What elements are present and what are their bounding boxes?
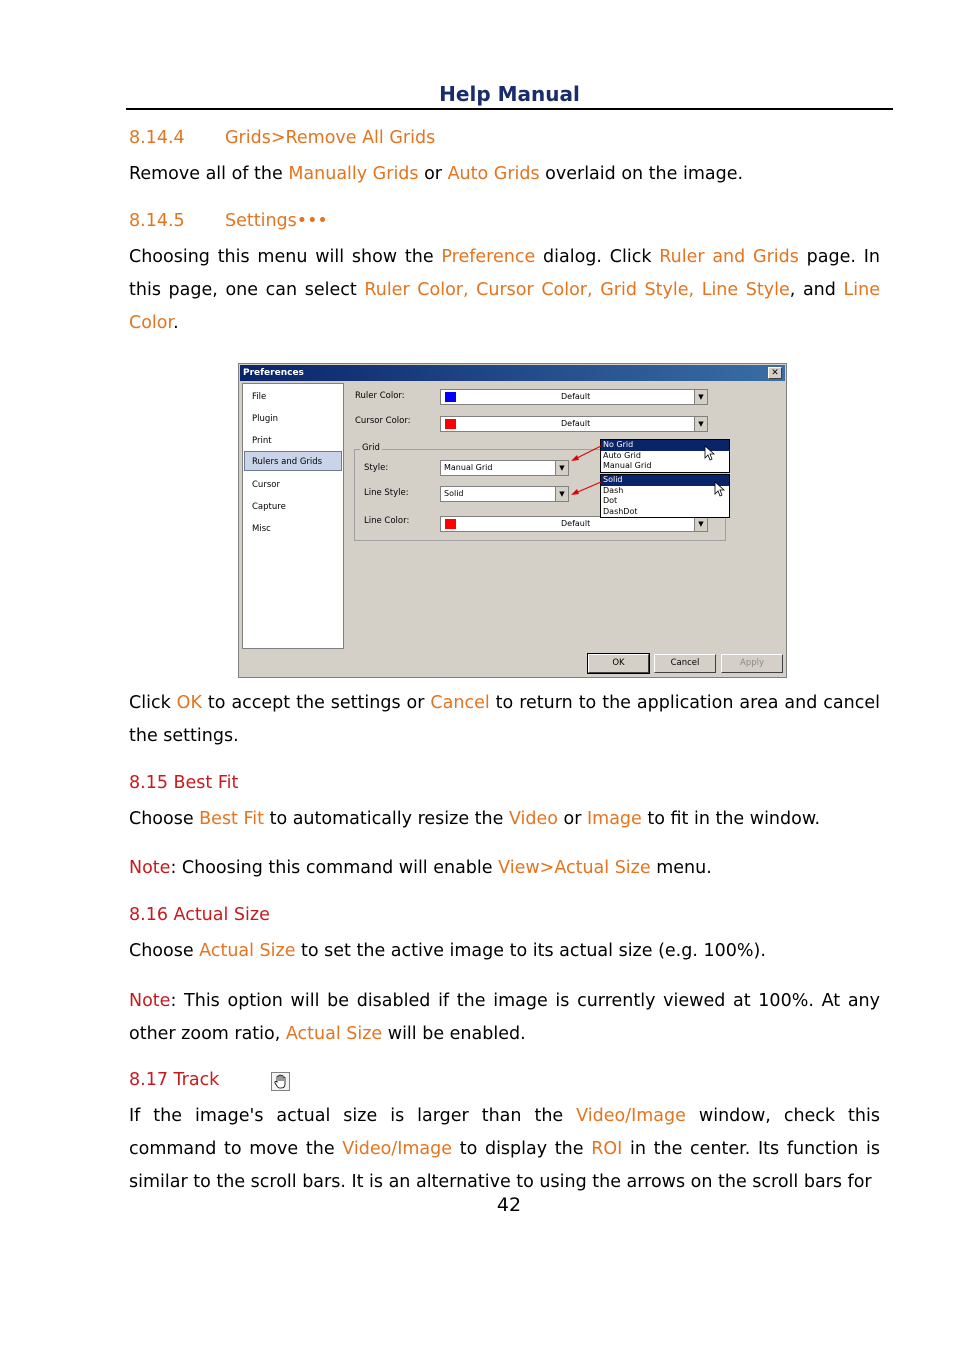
section-heading-settings xyxy=(129,211,328,231)
term-best-fit: Best Fit xyxy=(199,809,265,829)
text: Choose xyxy=(129,809,200,829)
chevron-down-icon[interactable]: ▼ xyxy=(555,487,568,501)
paragraph-best-fit xyxy=(129,803,880,836)
ok-button[interactable]: OK xyxy=(588,654,649,673)
link-auto-grids: Auto Grids xyxy=(447,164,540,184)
text: or xyxy=(418,164,448,184)
link-manually-grids: Manually Grids xyxy=(288,164,419,184)
section-heading-best-fit: 8.15 Best Fit xyxy=(129,773,239,793)
text: or xyxy=(557,809,587,829)
grid-group-label: Grid xyxy=(362,443,380,453)
header-rule xyxy=(126,108,893,110)
paragraph-track xyxy=(129,1100,880,1199)
text: to automatically resize the xyxy=(264,809,509,829)
note-label: Note xyxy=(129,991,171,1011)
term-actual-size: Actual Size xyxy=(199,941,296,961)
cursor-color-value: Default xyxy=(561,419,591,428)
line-color-value: Default xyxy=(561,519,591,528)
term-video-image: Video/Image xyxy=(576,1106,686,1126)
text: Remove all of the xyxy=(129,164,289,184)
cancel-button[interactable]: Cancel xyxy=(654,654,716,673)
hand-icon xyxy=(271,1072,290,1091)
text: to fit in the window. xyxy=(641,809,821,829)
text: to return to the application area and cancel the settings. xyxy=(129,693,880,746)
style-label: Style: xyxy=(364,463,389,473)
option-dashdot[interactable]: DashDot xyxy=(603,506,638,516)
hand-icon-glyph xyxy=(272,1073,289,1090)
section-number: 8.14.4 xyxy=(129,128,185,148)
nav-item-misc[interactable]: Misc xyxy=(252,524,271,534)
paragraph-ok-cancel xyxy=(129,687,880,753)
text: : Choosing this command will enable xyxy=(170,858,499,878)
term-ok: OK xyxy=(176,693,202,713)
paragraph-remove-grids xyxy=(129,158,880,191)
term-video-image: Video/Image xyxy=(342,1139,453,1159)
option-dot[interactable]: Dot xyxy=(603,496,618,505)
line-color-label: Line Color: xyxy=(364,516,410,526)
option-auto-grid[interactable]: Auto Grid xyxy=(603,450,641,460)
term-options: Ruler Color, Cursor Color, Grid Style, Line Style xyxy=(364,280,790,300)
text: . xyxy=(173,313,179,333)
page-header-title: Help Manual xyxy=(439,82,580,106)
note-label: Note xyxy=(129,858,171,878)
note-best-fit xyxy=(129,852,880,885)
term-cancel: Cancel xyxy=(430,693,490,713)
text: in the center. Its function is similar to the scroll bars. It is an alternative to using the arrows on the scroll bars for xyxy=(129,1139,880,1192)
text: will be enabled. xyxy=(382,1024,526,1044)
chevron-down-icon[interactable]: ▼ xyxy=(694,417,707,431)
style-value: Manual Grid xyxy=(444,463,493,472)
chevron-down-icon[interactable]: ▼ xyxy=(555,461,568,475)
mouse-cursor-icon xyxy=(715,482,724,496)
term-actual-size: Actual Size xyxy=(285,1024,383,1044)
page-number: 42 xyxy=(496,1194,522,1216)
section-title: Settings••• xyxy=(225,211,328,231)
line-style-value: Solid xyxy=(444,489,464,498)
arrow-line-style-head xyxy=(571,489,579,495)
text: overlaid on the image. xyxy=(539,164,744,184)
section-title: Grids>Remove All Grids xyxy=(225,128,436,148)
nav-item-print[interactable]: Print xyxy=(252,436,272,446)
term-roi: ROI xyxy=(591,1139,623,1159)
term-image: Image xyxy=(587,809,642,829)
section-heading-remove-grids xyxy=(129,128,435,148)
ruler-color-label: Ruler Color: xyxy=(355,391,405,401)
term-ruler-and-grids: Ruler and Grids xyxy=(659,247,799,267)
text: to display the xyxy=(452,1139,592,1159)
close-icon[interactable]: ✕ xyxy=(768,367,782,379)
mouse-cursor-icon xyxy=(705,446,714,460)
text: menu. xyxy=(650,858,712,878)
option-solid[interactable]: Solid xyxy=(601,475,729,486)
preferences-dialog xyxy=(238,363,787,678)
arrow-style-head xyxy=(571,455,579,461)
text: page. In this page, one can select xyxy=(129,247,880,300)
line-style-label: Line Style: xyxy=(364,488,409,498)
ruler-color-value: Default xyxy=(561,392,591,401)
term-view-actual-size: View>Actual Size xyxy=(498,858,651,878)
nav-item-rulers-and-grids[interactable]: Rulers and Grids xyxy=(252,457,323,467)
section-heading-track: 8.17 Track xyxy=(129,1070,220,1090)
section-heading-actual-size: 8.16 Actual Size xyxy=(129,905,270,925)
nav-item-cursor[interactable]: Cursor xyxy=(252,480,280,490)
text: to set the active image to its actual size (e.g. 100%). xyxy=(295,941,766,961)
text: : This option will be disabled if the image is currently viewed at 100%. At any other zoom ratio, xyxy=(129,991,880,1044)
text: Choose xyxy=(129,941,200,961)
cursor-color-label: Cursor Color: xyxy=(355,416,411,426)
text: If the image's actual size is larger than the xyxy=(129,1106,577,1126)
term-line-color: Line Color xyxy=(129,280,880,333)
section-number: 8.14.5 xyxy=(129,211,185,231)
paragraph-actual-size xyxy=(129,935,880,968)
text: Click xyxy=(129,693,177,713)
dialog-title: Preferences xyxy=(243,368,304,378)
nav-item-capture[interactable]: Capture xyxy=(252,502,286,512)
chevron-down-icon[interactable]: ▼ xyxy=(694,390,707,404)
nav-item-file[interactable]: File xyxy=(252,392,267,402)
option-manual-grid[interactable]: Manual Grid xyxy=(603,461,652,470)
chevron-down-icon[interactable]: ▼ xyxy=(694,517,707,531)
annotation-arrows xyxy=(239,364,788,679)
paragraph-settings xyxy=(129,241,880,340)
option-no-grid[interactable]: No Grid xyxy=(601,440,729,451)
text: window, check this command to move the xyxy=(129,1106,880,1159)
text: to accept the settings or xyxy=(201,693,431,713)
text: , and xyxy=(789,280,844,300)
apply-button[interactable]: Apply xyxy=(721,654,783,673)
text: dialog. Click xyxy=(535,247,660,267)
note-actual-size xyxy=(129,985,880,1051)
nav-item-plugin[interactable]: Plugin xyxy=(252,414,279,424)
option-dash[interactable]: Dash xyxy=(603,485,624,495)
text: Choosing this menu will show the xyxy=(129,247,442,267)
term-preference: Preference xyxy=(441,247,536,267)
term-video: Video xyxy=(508,809,558,829)
